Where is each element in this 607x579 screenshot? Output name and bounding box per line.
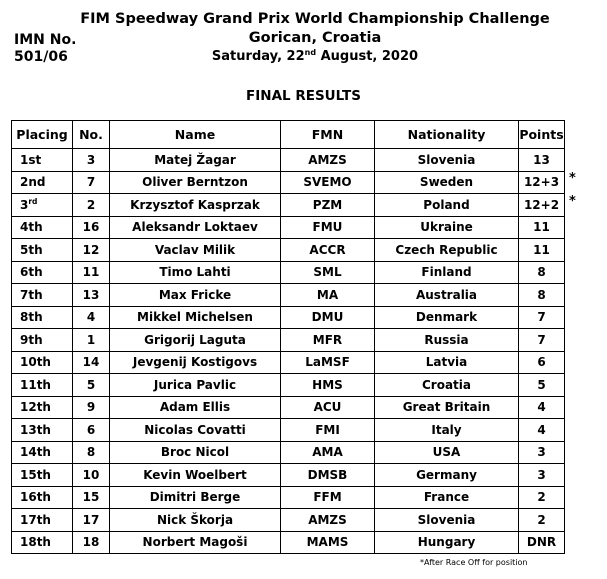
table-row (12, 149, 565, 172)
placing-text: 2nd (20, 175, 46, 190)
table-row (12, 374, 565, 397)
cell-nationality: Ukraine (375, 216, 519, 239)
cell-no: 6 (73, 419, 110, 442)
cell-points: 2 (519, 486, 565, 509)
cell-no: 5 (73, 374, 110, 397)
cell-name: Jevgenij Kostigovs (110, 351, 281, 374)
cell-no: 3 (73, 149, 110, 172)
race-off-mark: * (569, 171, 576, 186)
header-row (12, 121, 565, 149)
cell-points: 13 (519, 149, 565, 172)
cell-name: Aleksandr Loktaev (110, 216, 281, 239)
cell-fmn: DMU (281, 306, 375, 329)
cell-fmn: HMS (281, 374, 375, 397)
cell-nationality: Germany (375, 464, 519, 487)
cell-nationality: Czech Republic (375, 239, 519, 262)
cell-fmn: ACU (281, 396, 375, 419)
cell-name: Nicolas Covatti (110, 419, 281, 442)
cell-nationality: France (375, 486, 519, 509)
cell-placing (12, 531, 73, 554)
cell-name: Matej Žagar (110, 149, 281, 172)
cell-placing (12, 261, 73, 284)
col-header-fmn: FMN (281, 121, 375, 149)
col-header-nationality: Nationality (375, 121, 519, 149)
cell-no: 12 (73, 239, 110, 262)
cell-fmn: ACCR (281, 239, 375, 262)
cell-no: 15 (73, 486, 110, 509)
cell-points: 12+3 (519, 171, 565, 194)
cell-fmn: AMA (281, 441, 375, 464)
table-row (12, 329, 565, 352)
cell-placing (12, 441, 73, 464)
placing-text: 15th (20, 467, 51, 482)
cell-points: 3 (519, 441, 565, 464)
placing-text: 10th (20, 355, 51, 370)
cell-name: Nick Škorja (110, 509, 281, 532)
cell-placing (12, 396, 73, 419)
cell-no: 10 (73, 464, 110, 487)
cell-nationality: Slovenia (375, 509, 519, 532)
cell-placing (12, 464, 73, 487)
cell-fmn: PZM (281, 194, 375, 217)
cell-name: Adam Ellis (110, 396, 281, 419)
section-title: FINAL RESULTS (246, 88, 361, 104)
cell-nationality: Denmark (375, 306, 519, 329)
imn-number: 501/06 (14, 49, 68, 65)
col-header-points: Points (519, 121, 565, 149)
cell-nationality: Australia (375, 284, 519, 307)
cell-nationality: Croatia (375, 374, 519, 397)
cell-fmn: FFM (281, 486, 375, 509)
cell-no: 4 (73, 306, 110, 329)
cell-placing (12, 509, 73, 532)
placing-text: 18th (20, 535, 51, 550)
footnote: *After Race Off for position (420, 558, 528, 567)
cell-no: 16 (73, 216, 110, 239)
cell-no: 8 (73, 441, 110, 464)
race-off-mark: * (569, 194, 576, 209)
cell-placing (12, 149, 73, 172)
cell-placing (12, 171, 73, 194)
placing-text: 9th (20, 332, 43, 347)
table-row (12, 239, 565, 262)
table-row (12, 441, 565, 464)
table-row (12, 396, 565, 419)
event-title: FIM Speedway Grand Prix World Championship Challenge (80, 11, 550, 27)
table-row (12, 464, 565, 487)
cell-fmn: MA (281, 284, 375, 307)
cell-placing (12, 329, 73, 352)
table-row (12, 419, 565, 442)
cell-fmn: FMU (281, 216, 375, 239)
cell-fmn: AMZS (281, 149, 375, 172)
cell-nationality: Sweden (375, 171, 519, 194)
cell-points: 8 (519, 284, 565, 307)
placing-text: 3 (20, 197, 29, 212)
cell-fmn: SML (281, 261, 375, 284)
placing-text: 16th (20, 490, 51, 505)
cell-name: Krzysztof Kasprzak (110, 194, 281, 217)
placing-text: 6th (20, 265, 43, 280)
imn-block (14, 32, 76, 66)
placing-text: 13th (20, 422, 51, 437)
cell-name: Max Fricke (110, 284, 281, 307)
cell-points: 8 (519, 261, 565, 284)
cell-placing (12, 216, 73, 239)
cell-placing (12, 486, 73, 509)
placing-text: 14th (20, 445, 51, 460)
cell-fmn: MAMS (281, 531, 375, 554)
cell-points: 11 (519, 216, 565, 239)
cell-nationality: Poland (375, 194, 519, 217)
cell-name: Timo Lahti (110, 261, 281, 284)
table-row (12, 486, 565, 509)
cell-points: 7 (519, 329, 565, 352)
cell-name: Oliver Berntzon (110, 171, 281, 194)
cell-nationality: Finland (375, 261, 519, 284)
col-header-placing: Placing (12, 121, 73, 149)
placing-text: 12th (20, 400, 51, 415)
placing-text: 8th (20, 310, 43, 325)
cell-no: 17 (73, 509, 110, 532)
placing-text: 11th (20, 377, 51, 392)
cell-no: 13 (73, 284, 110, 307)
cell-points: 4 (519, 396, 565, 419)
cell-no: 1 (73, 329, 110, 352)
cell-nationality: Latvia (375, 351, 519, 374)
cell-name: Jurica Pavlic (110, 374, 281, 397)
cell-points: 7 (519, 306, 565, 329)
placing-text: 4th (20, 220, 43, 235)
cell-no: 7 (73, 171, 110, 194)
cell-fmn: LaMSF (281, 351, 375, 374)
placing-text: 17th (20, 512, 51, 527)
cell-placing (12, 306, 73, 329)
cell-nationality: Great Britain (375, 396, 519, 419)
event-location: Gorican, Croatia (248, 30, 382, 46)
cell-no: 9 (73, 396, 110, 419)
cell-name: Dimitri Berge (110, 486, 281, 509)
cell-points: 11 (519, 239, 565, 262)
placing-text: 1st (20, 152, 42, 167)
cell-name: Grigorij Laguta (110, 329, 281, 352)
imn-label: IMN No. (14, 32, 77, 48)
date-prefix: Saturday, 22 (211, 49, 305, 64)
cell-nationality: Hungary (375, 531, 519, 554)
date-rest: August, 2020 (316, 49, 419, 64)
cell-no: 14 (73, 351, 110, 374)
cell-name: Broc Nicol (110, 441, 281, 464)
cell-fmn: DMSB (281, 464, 375, 487)
cell-placing (12, 284, 73, 307)
cell-nationality: Slovenia (375, 149, 519, 172)
cell-no: 18 (73, 531, 110, 554)
cell-placing (12, 239, 73, 262)
cell-fmn: MFR (281, 329, 375, 352)
event-date (80, 49, 550, 64)
cell-placing (12, 351, 73, 374)
table-row (12, 216, 565, 239)
table-row (12, 261, 565, 284)
cell-placing (12, 194, 73, 217)
cell-points: 3 (519, 464, 565, 487)
table-row (12, 194, 565, 217)
cell-name: Kevin Woelbert (110, 464, 281, 487)
cell-fmn: SVEMO (281, 171, 375, 194)
table-row (12, 531, 565, 554)
placing-text: 5th (20, 242, 43, 257)
placing-text: 7th (20, 287, 43, 302)
table-row (12, 171, 565, 194)
cell-name: Mikkel Michelsen (110, 306, 281, 329)
col-header-name: Name (110, 121, 281, 149)
cell-points: 2 (519, 509, 565, 532)
cell-placing (12, 374, 73, 397)
cell-points: 6 (519, 351, 565, 374)
cell-points: 12+2 (519, 194, 565, 217)
cell-points: 4 (519, 419, 565, 442)
results-table (11, 120, 565, 554)
cell-fmn: FMI (281, 419, 375, 442)
cell-nationality: Russia (375, 329, 519, 352)
cell-points: 5 (519, 374, 565, 397)
table-row (12, 284, 565, 307)
table-row (12, 306, 565, 329)
col-header-no: No. (73, 121, 110, 149)
cell-no: 2 (73, 194, 110, 217)
cell-fmn: AMZS (281, 509, 375, 532)
cell-no: 11 (73, 261, 110, 284)
cell-nationality: Italy (375, 419, 519, 442)
cell-points: DNR (519, 531, 565, 554)
placing-suffix: rd (28, 196, 38, 206)
cell-name: Vaclav Milik (110, 239, 281, 262)
date-suffix: nd (304, 48, 317, 57)
cell-placing (12, 419, 73, 442)
table-row (12, 509, 565, 532)
table-row (12, 351, 565, 374)
cell-name: Norbert Magoši (110, 531, 281, 554)
cell-nationality: USA (375, 441, 519, 464)
